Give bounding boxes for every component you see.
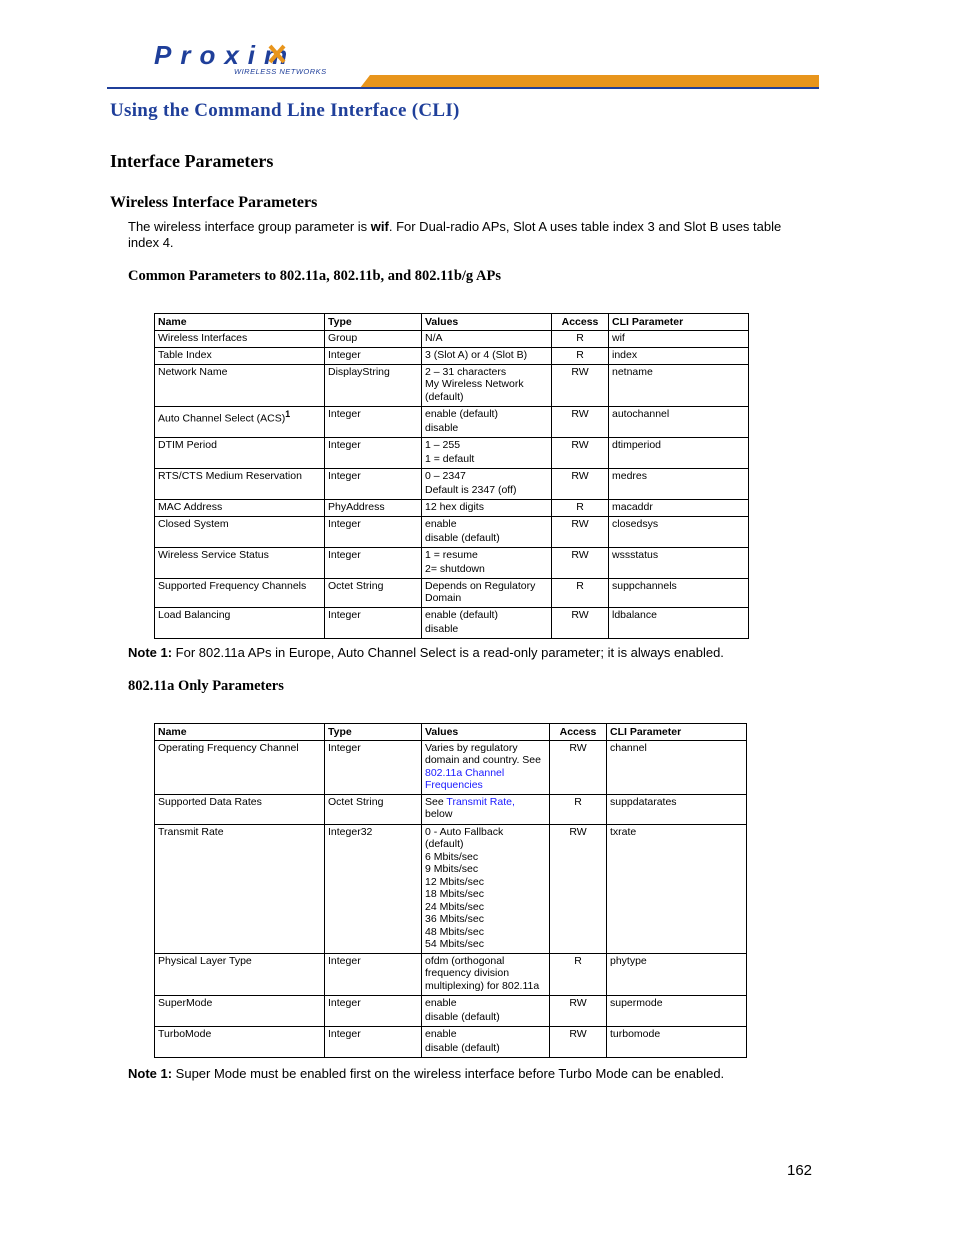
cell-name xyxy=(155,824,325,953)
cell-access: RW xyxy=(550,1026,607,1057)
value-line: enable xyxy=(425,517,457,530)
cell-name xyxy=(155,578,325,607)
value-line: N/A xyxy=(425,331,443,344)
cell-values xyxy=(422,824,550,953)
footnote-marker: 1 xyxy=(285,408,291,419)
80211a-parameters-table xyxy=(154,723,747,1058)
cell-values xyxy=(422,995,550,1026)
cell-name xyxy=(155,347,325,364)
cell-values xyxy=(422,1026,550,1057)
cell-values xyxy=(422,347,552,364)
cell-cli: suppdatarates xyxy=(607,794,747,824)
table-row xyxy=(155,406,749,437)
cell-cli: wssstatus xyxy=(609,547,749,578)
table-row xyxy=(155,578,749,607)
cell-cli: suppchannels xyxy=(609,578,749,607)
cell-cli: supermode xyxy=(607,995,747,1026)
col-header-values: Values xyxy=(422,314,552,331)
cell-access: RW xyxy=(552,406,609,437)
cell-values xyxy=(422,437,552,468)
cell-type: Octet String xyxy=(325,578,422,607)
col-header-cli: CLI Parameter xyxy=(607,724,747,741)
cell-access: R xyxy=(552,330,609,347)
common-parameters-table xyxy=(154,313,749,639)
intro-text-3: index 4. xyxy=(128,235,174,250)
cell-values xyxy=(422,740,550,794)
note-text: For 802.11a APs in Europe, Auto Channel Select is a read-only parameter; it is always enabled. xyxy=(172,645,724,660)
chapter-title: Using the Command Line Interface (CLI) xyxy=(110,100,460,121)
cell-name xyxy=(155,547,325,578)
cell-values xyxy=(422,516,552,547)
cell-access: R xyxy=(550,794,607,824)
cell-type: PhyAddress xyxy=(325,499,422,516)
cell-cli: closedsys xyxy=(609,516,749,547)
note-label: Note 1: xyxy=(128,645,173,660)
value-line: 36 Mbits/sec xyxy=(425,913,484,925)
logo-subtext: WIRELESS NETWORKS xyxy=(234,67,327,76)
xref-link[interactable]: Frequencies xyxy=(425,779,483,791)
cell-cli: phytype xyxy=(607,953,747,995)
cell-access: R xyxy=(552,347,609,364)
cell-cli: txrate xyxy=(607,824,747,953)
param-name: TurboMode xyxy=(158,1027,212,1040)
table-row xyxy=(155,468,749,499)
cell-type: Integer xyxy=(325,953,422,995)
value-line: disable (default) xyxy=(425,532,500,544)
value-line: 0 - Auto Fallback xyxy=(425,825,504,838)
value-line: enable (default) xyxy=(425,608,498,621)
cell-values xyxy=(422,607,552,638)
value-line: Varies by regulatory xyxy=(425,741,518,754)
note-80211a xyxy=(128,1066,724,1082)
table-header-row xyxy=(155,724,747,741)
param-name: Wireless Service Status xyxy=(158,548,269,561)
table-header-row xyxy=(155,314,749,331)
cell-access: RW xyxy=(552,607,609,638)
cell-access: R xyxy=(552,499,609,516)
xref-link[interactable]: 802.11a Channel xyxy=(425,766,505,779)
section-heading: Interface Parameters xyxy=(110,151,274,171)
table-row xyxy=(155,330,749,347)
cell-access: RW xyxy=(552,516,609,547)
table-row xyxy=(155,1026,747,1057)
value-line: 12 Mbits/sec xyxy=(425,875,484,888)
value-line: ofdm (orthogonal xyxy=(425,954,505,967)
cell-cli: channel xyxy=(607,740,747,794)
cell-cli: turbomode xyxy=(607,1026,747,1057)
col-header-access: Access xyxy=(550,724,607,741)
cell-name xyxy=(155,995,325,1026)
table-row xyxy=(155,516,749,547)
value-line: 1 – 255 xyxy=(425,438,461,451)
cell-values xyxy=(422,330,552,347)
value-line: disable xyxy=(425,422,459,434)
cell-name xyxy=(155,499,325,516)
value-line: enable (default) xyxy=(425,407,498,420)
cell-access: RW xyxy=(552,468,609,499)
param-name: DTIM Period xyxy=(158,438,217,451)
value-line: enable xyxy=(425,1027,457,1040)
value-line: disable xyxy=(425,623,459,635)
cell-values xyxy=(422,364,552,406)
cell-type: Integer xyxy=(325,406,422,437)
cell-cli: macaddr xyxy=(609,499,749,516)
value-line: 54 Mbits/sec xyxy=(425,938,484,950)
value-prefix: See xyxy=(425,795,447,808)
value-line: disable (default) xyxy=(425,1042,500,1054)
value-line xyxy=(425,796,546,809)
value-line: 3 (Slot A) or 4 (Slot B) xyxy=(425,348,528,361)
80211a-params-heading: 802.11a Only Parameters xyxy=(128,678,284,694)
intro-bold: wif xyxy=(370,219,389,234)
value-line: domain and country. See xyxy=(425,754,541,766)
logo-text: Proxim xyxy=(154,40,297,70)
subsection-heading: Wireless Interface Parameters xyxy=(110,194,318,211)
param-name: Network Name xyxy=(158,365,228,378)
value-line: 1 = default xyxy=(425,453,475,465)
col-header-name: Name xyxy=(155,314,325,331)
cell-values xyxy=(422,794,550,824)
cell-type: Integer xyxy=(325,1026,422,1057)
table-row xyxy=(155,794,747,824)
cell-cli: ldbalance xyxy=(609,607,749,638)
cell-type: Integer xyxy=(325,516,422,547)
value-line: 1 = resume xyxy=(425,548,478,561)
note-common xyxy=(128,645,724,661)
col-header-name: Name xyxy=(155,724,325,741)
note-label: Note 1: xyxy=(128,1066,173,1081)
cell-type: Octet String xyxy=(325,794,422,824)
cell-access: RW xyxy=(552,437,609,468)
value-line: 9 Mbits/sec xyxy=(425,863,479,875)
cell-name xyxy=(155,406,325,437)
cell-access: R xyxy=(550,953,607,995)
cell-name xyxy=(155,468,325,499)
param-name: SuperMode xyxy=(158,996,213,1009)
value-line: frequency division xyxy=(425,967,510,979)
cell-cli: medres xyxy=(609,468,749,499)
cell-type: Integer xyxy=(325,995,422,1026)
cell-access: RW xyxy=(550,995,607,1026)
note-text: Super Mode must be enabled first on the wireless interface before Turbo Mode can be enabled. xyxy=(172,1066,725,1081)
param-name: Load Balancing xyxy=(158,608,231,621)
cell-values xyxy=(422,468,552,499)
cell-type: Integer xyxy=(325,607,422,638)
cell-name xyxy=(155,330,325,347)
cell-name xyxy=(155,953,325,995)
table-row xyxy=(155,347,749,364)
param-name: Physical Layer Type xyxy=(158,954,252,967)
cell-name xyxy=(155,437,325,468)
table-row xyxy=(155,547,749,578)
table-row xyxy=(155,499,749,516)
cell-access: RW xyxy=(550,824,607,953)
cell-cli: index xyxy=(609,347,749,364)
table-row xyxy=(155,824,747,953)
cell-name xyxy=(155,794,325,824)
table-row xyxy=(155,607,749,638)
cell-name xyxy=(155,1026,325,1057)
value-line: 6 Mbits/sec xyxy=(425,850,479,863)
value-line: My Wireless Network xyxy=(425,378,524,390)
cell-name xyxy=(155,516,325,547)
cell-access: RW xyxy=(552,547,609,578)
value-line: disable (default) xyxy=(425,1011,500,1023)
cell-cli: wif xyxy=(609,330,749,347)
value-line: Depends on Regulatory xyxy=(425,579,536,592)
cell-cli: dtimperiod xyxy=(609,437,749,468)
table-row xyxy=(155,437,749,468)
table-row xyxy=(155,364,749,406)
cell-type: Integer xyxy=(325,347,422,364)
cell-values xyxy=(422,953,550,995)
intro-text-2: . For Dual-radio APs, Slot A uses table index 3 and Slot B uses table xyxy=(388,219,782,234)
xref-link: Transmit Rate, xyxy=(446,795,515,808)
param-name: Operating Frequency Channel xyxy=(158,741,299,754)
cell-values xyxy=(422,547,552,578)
cell-type: Integer xyxy=(325,740,422,794)
cell-type: Integer xyxy=(325,547,422,578)
cell-type: Integer xyxy=(325,437,422,468)
cell-cli: netname xyxy=(609,364,749,406)
value-line: 48 Mbits/sec xyxy=(425,925,484,938)
cell-type: Integer xyxy=(325,468,422,499)
param-name: Supported Data Rates xyxy=(158,795,262,808)
col-header-values: Values xyxy=(422,724,550,741)
param-name: Supported Frequency Channels xyxy=(158,579,307,592)
common-params-heading: Common Parameters to 802.11a, 802.11b, and 802.11b/g APs xyxy=(128,268,501,284)
param-name: Closed System xyxy=(158,517,229,530)
cell-values xyxy=(422,406,552,437)
cell-name xyxy=(155,740,325,794)
table-row xyxy=(155,740,747,794)
param-name: RTS/CTS Medium Reservation xyxy=(158,469,302,482)
param-name: Table Index xyxy=(158,348,212,361)
proxim-logo xyxy=(152,40,342,80)
value-line: 2= shutdown xyxy=(425,563,485,575)
cell-access: RW xyxy=(550,740,607,794)
cell-values xyxy=(422,499,552,516)
value-line: enable xyxy=(425,996,457,1009)
value-line: 12 hex digits xyxy=(425,500,484,513)
cell-name xyxy=(155,607,325,638)
value-line: Default is 2347 (off) xyxy=(425,484,517,496)
cell-type: DisplayString xyxy=(325,364,422,406)
value-line: 24 Mbits/sec xyxy=(425,900,484,913)
col-header-type: Type xyxy=(325,724,422,741)
value-line: (default) xyxy=(425,838,464,850)
value-line: 2 – 31 characters xyxy=(425,365,507,378)
table-row xyxy=(155,995,747,1026)
value-line: 18 Mbits/sec xyxy=(425,888,484,900)
param-name: Auto Channel Select (ACS) xyxy=(158,412,286,424)
cell-type: Group xyxy=(325,330,422,347)
param-name: Transmit Rate xyxy=(158,825,224,838)
col-header-type: Type xyxy=(325,314,422,331)
cell-name xyxy=(155,364,325,406)
value-line: 0 – 2347 xyxy=(425,469,466,482)
value-line: below xyxy=(425,808,453,820)
header-rule xyxy=(107,87,819,89)
table-row xyxy=(155,953,747,995)
intro-text-1: The wireless interface group parameter is xyxy=(128,219,371,234)
cell-access: RW xyxy=(552,364,609,406)
page-number: 162 xyxy=(787,1162,813,1179)
value-line: Domain xyxy=(425,592,462,604)
value-line: multiplexing) for 802.11a xyxy=(425,979,540,992)
col-header-access: Access xyxy=(552,314,609,331)
value-line: (default) xyxy=(425,390,464,403)
col-header-cli: CLI Parameter xyxy=(609,314,749,331)
cell-access: R xyxy=(552,578,609,607)
cell-cli: autochannel xyxy=(609,406,749,437)
cell-values xyxy=(422,578,552,607)
param-name: Wireless Interfaces xyxy=(158,331,248,344)
param-name: MAC Address xyxy=(158,500,223,513)
cell-type: Integer32 xyxy=(325,824,422,953)
intro-paragraph xyxy=(128,219,808,251)
